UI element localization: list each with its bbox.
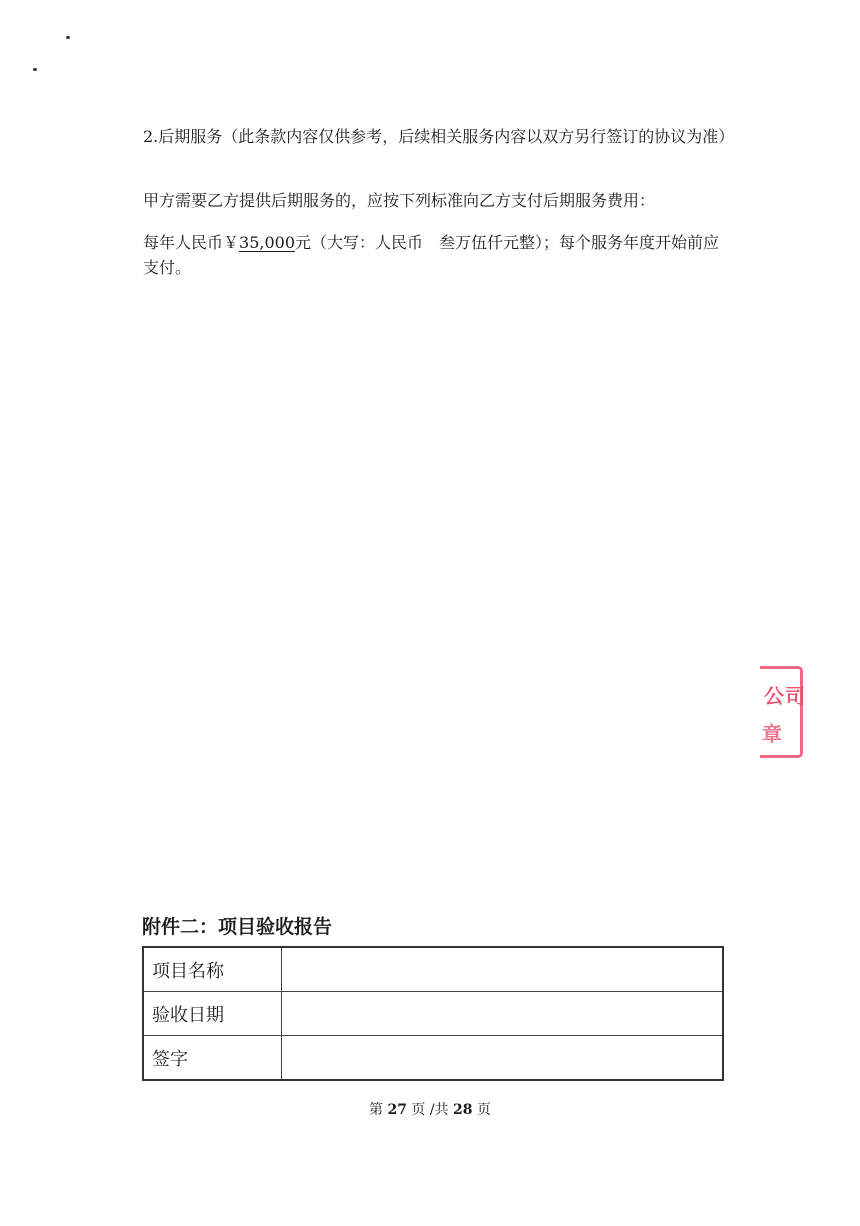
row-label-project-name: 项目名称	[143, 947, 282, 992]
amount-value: 35,000	[239, 233, 295, 252]
row-value-acceptance-date	[282, 992, 724, 1036]
service-clause-title: 2.后期服务（此条款内容仅供参考，后续相关服务内容以双方另行签订的协议为准）	[143, 127, 735, 146]
company-seal-text: 公司	[764, 684, 806, 708]
table-row	[143, 1036, 723, 1081]
row-label-acceptance-date: 验收日期	[143, 992, 282, 1036]
company-seal-partial-char: 章	[762, 722, 782, 746]
table-row	[143, 992, 723, 1036]
row-label-signature: 签字	[143, 1036, 282, 1081]
row-value-signature	[282, 1036, 724, 1081]
acceptance-report-table	[142, 946, 724, 1081]
service-fee-intro: 甲方需要乙方提供后期服务的，应按下列标准向乙方支付后期服务费用：	[143, 191, 656, 210]
page-total: 28	[453, 1102, 473, 1118]
scan-speck	[66, 36, 70, 39]
table-row	[143, 947, 723, 992]
scan-speck	[33, 68, 37, 71]
footer-suffix: 页	[476, 1102, 491, 1118]
footer-middle: 页 /共	[411, 1102, 449, 1118]
service-fee-amount	[143, 230, 733, 280]
amount-suffix: 元（大写：人民币 叁万伍仟元整）；每个服务年度开始前应支付。	[143, 233, 720, 277]
row-value-project-name	[282, 947, 724, 992]
annex-heading: 附件二：项目验收报告	[142, 916, 333, 938]
amount-prefix: 每年人民币￥	[143, 233, 240, 252]
footer-prefix: 第	[369, 1102, 384, 1118]
page-footer	[0, 1099, 860, 1119]
page-number: 27	[387, 1102, 407, 1118]
